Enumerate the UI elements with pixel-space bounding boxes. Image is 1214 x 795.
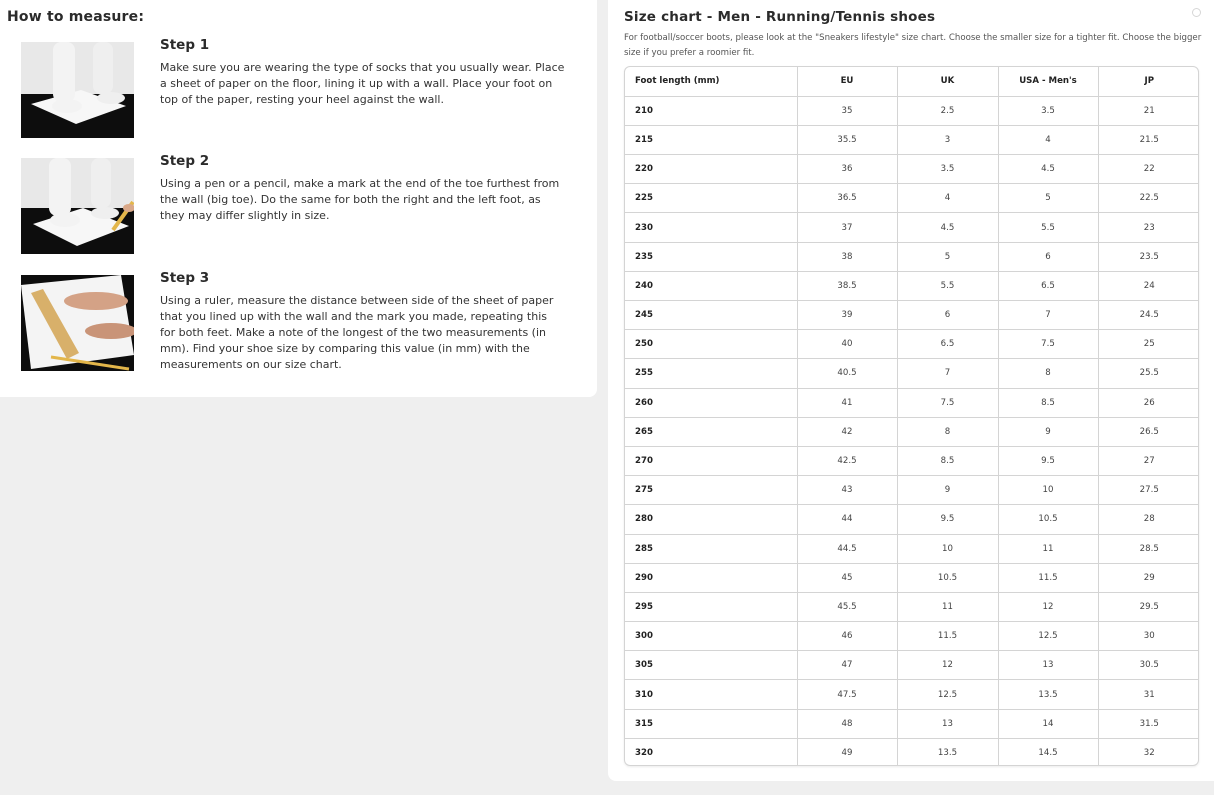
table-cell: 12.5 (897, 680, 998, 709)
table-cell: 26.5 (1098, 417, 1199, 446)
table-cell: 7.5 (897, 388, 998, 417)
size-chart-panel (608, 0, 1214, 781)
table-cell: 9 (897, 476, 998, 505)
table-cell: 21.5 (1098, 125, 1199, 154)
table-cell: 45.5 (797, 592, 897, 621)
table-cell: 4.5 (998, 155, 1098, 184)
size-table (625, 67, 1199, 766)
table-cell: 48 (797, 709, 897, 738)
table-row (625, 301, 1199, 330)
table-cell: 260 (625, 388, 797, 417)
table-row (625, 680, 1199, 709)
table-cell: 290 (625, 563, 797, 592)
step-2-text: Using a pen or a pencil, make a mark at the end of the toe furthest from the wall (big toe). Do the same for both the right and the left foot, as they may differ slightly in size. (160, 177, 560, 222)
close-icon[interactable] (1192, 8, 1201, 17)
step-3-text: Using a ruler, measure the distance between side of the sheet of paper that you lined up with the wall and the mark you made, repeating this for both feet. Make a note of the longest of the two measurements (in mm). Find your shoe size by comparing this value (in mm) with the measurements on our size chart. (160, 294, 554, 371)
table-cell: 36 (797, 155, 897, 184)
table-row (625, 709, 1199, 738)
table-cell: 26 (1098, 388, 1199, 417)
table-cell: 235 (625, 242, 797, 271)
table-cell: 250 (625, 330, 797, 359)
table-cell: 7 (998, 301, 1098, 330)
table-cell: 13 (897, 709, 998, 738)
table-row (625, 534, 1199, 563)
table-cell: 22.5 (1098, 184, 1199, 213)
table-cell: 47 (797, 651, 897, 680)
table-cell: 7 (897, 359, 998, 388)
table-row (625, 242, 1199, 271)
table-cell: 23 (1098, 213, 1199, 242)
size-table-container (624, 66, 1199, 766)
table-cell: 44 (797, 505, 897, 534)
table-cell: 6.5 (998, 271, 1098, 300)
table-row (625, 417, 1199, 446)
table-cell: 4 (998, 125, 1098, 154)
table-cell: 9.5 (998, 446, 1098, 475)
table-cell: 10 (998, 476, 1098, 505)
table-cell: 12 (998, 592, 1098, 621)
table-cell: 225 (625, 184, 797, 213)
table-cell: 310 (625, 680, 797, 709)
table-cell: 13.5 (897, 738, 998, 766)
table-cell: 3.5 (998, 96, 1098, 125)
table-cell: 24.5 (1098, 301, 1199, 330)
table-cell: 47.5 (797, 680, 897, 709)
marking-toe-image (21, 158, 134, 254)
table-cell: 230 (625, 213, 797, 242)
table-cell: 12.5 (998, 622, 1098, 651)
step-1 (21, 37, 571, 138)
table-cell: 25 (1098, 330, 1199, 359)
table-cell: 275 (625, 476, 797, 505)
table-row (625, 271, 1199, 300)
step-2 (21, 153, 571, 254)
table-cell: 6.5 (897, 330, 998, 359)
table-cell: 4 (897, 184, 998, 213)
column-header-eu: EU (797, 67, 897, 96)
table-cell: 14 (998, 709, 1098, 738)
step-3 (21, 270, 571, 371)
table-cell: 8.5 (897, 446, 998, 475)
table-header-row (625, 67, 1199, 96)
table-row (625, 155, 1199, 184)
table-cell: 3 (897, 125, 998, 154)
table-cell: 40.5 (797, 359, 897, 388)
table-cell: 28 (1098, 505, 1199, 534)
table-cell: 30 (1098, 622, 1199, 651)
table-cell: 35.5 (797, 125, 897, 154)
table-cell: 7.5 (998, 330, 1098, 359)
how-to-measure-title: How to measure: (7, 9, 145, 25)
table-row (625, 213, 1199, 242)
table-cell: 5 (998, 184, 1098, 213)
table-row (625, 330, 1199, 359)
table-cell: 5.5 (998, 213, 1098, 242)
table-cell: 270 (625, 446, 797, 475)
table-cell: 245 (625, 301, 797, 330)
table-cell: 9.5 (897, 505, 998, 534)
step-1-text: Make sure you are wearing the type of socks that you usually wear. Place a sheet of paper on the floor, lining it up with a wall. Place your foot on top of the paper, resting your heel against the wall. (160, 61, 565, 106)
column-header-jp: JP (1098, 67, 1199, 96)
table-cell: 42.5 (797, 446, 897, 475)
table-cell: 38.5 (797, 271, 897, 300)
column-header-usa-mens: USA - Men's (998, 67, 1098, 96)
table-cell: 38 (797, 242, 897, 271)
table-row (625, 622, 1199, 651)
table-cell: 305 (625, 651, 797, 680)
table-cell: 36.5 (797, 184, 897, 213)
table-cell: 12 (897, 651, 998, 680)
table-cell: 14.5 (998, 738, 1098, 766)
column-header-foot-length: Foot length (mm) (625, 67, 797, 96)
table-cell: 295 (625, 592, 797, 621)
table-cell: 30.5 (1098, 651, 1199, 680)
table-row (625, 651, 1199, 680)
table-row (625, 125, 1199, 154)
table-row (625, 563, 1199, 592)
step-2-heading: Step 2 (160, 153, 210, 169)
table-cell: 13 (998, 651, 1098, 680)
table-cell: 5 (897, 242, 998, 271)
table-row (625, 96, 1199, 125)
table-cell: 25.5 (1098, 359, 1199, 388)
table-cell: 29 (1098, 563, 1199, 592)
table-cell: 215 (625, 125, 797, 154)
table-cell: 265 (625, 417, 797, 446)
table-row (625, 388, 1199, 417)
table-cell: 8 (897, 417, 998, 446)
size-chart-title: Size chart - Men - Running/Tennis shoes (624, 9, 936, 25)
table-cell: 3.5 (897, 155, 998, 184)
table-cell: 46 (797, 622, 897, 651)
table-cell: 43 (797, 476, 897, 505)
table-cell: 5.5 (897, 271, 998, 300)
table-cell: 6 (998, 242, 1098, 271)
ruler-measuring-image (21, 275, 134, 371)
table-cell: 11 (897, 592, 998, 621)
table-cell: 35 (797, 96, 897, 125)
table-cell: 11 (998, 534, 1098, 563)
table-cell: 42 (797, 417, 897, 446)
table-cell: 9 (998, 417, 1098, 446)
table-cell: 240 (625, 271, 797, 300)
table-row (625, 184, 1199, 213)
table-cell: 41 (797, 388, 897, 417)
table-cell: 45 (797, 563, 897, 592)
table-cell: 10.5 (897, 563, 998, 592)
table-cell: 11.5 (998, 563, 1098, 592)
table-cell: 27.5 (1098, 476, 1199, 505)
size-chart-note: For football/soccer boots, please look at the "Sneakers lifestyle" size chart. Choose the smaller size for a tighter fit. Choose the bigger size if you prefer a roomier fit. (624, 33, 1202, 58)
feet-on-paper-image (21, 42, 134, 138)
table-cell: 29.5 (1098, 592, 1199, 621)
table-cell: 39 (797, 301, 897, 330)
table-cell: 21 (1098, 96, 1199, 125)
table-cell: 22 (1098, 155, 1199, 184)
table-cell: 210 (625, 96, 797, 125)
table-cell: 44.5 (797, 534, 897, 563)
table-cell: 10 (897, 534, 998, 563)
table-cell: 11.5 (897, 622, 998, 651)
table-cell: 13.5 (998, 680, 1098, 709)
table-cell: 37 (797, 213, 897, 242)
table-cell: 28.5 (1098, 534, 1199, 563)
table-cell: 49 (797, 738, 897, 766)
table-cell: 40 (797, 330, 897, 359)
table-cell: 6 (897, 301, 998, 330)
table-row (625, 446, 1199, 475)
table-cell: 220 (625, 155, 797, 184)
table-row (625, 476, 1199, 505)
step-3-heading: Step 3 (160, 270, 210, 286)
table-cell: 27 (1098, 446, 1199, 475)
table-row (625, 738, 1199, 766)
table-cell: 300 (625, 622, 797, 651)
table-cell: 31.5 (1098, 709, 1199, 738)
table-cell: 24 (1098, 271, 1199, 300)
table-row (625, 592, 1199, 621)
table-cell: 4.5 (897, 213, 998, 242)
how-to-measure-panel (0, 0, 597, 397)
table-cell: 315 (625, 709, 797, 738)
table-cell: 31 (1098, 680, 1199, 709)
table-cell: 320 (625, 738, 797, 766)
table-cell: 280 (625, 505, 797, 534)
column-header-uk: UK (897, 67, 998, 96)
step-1-heading: Step 1 (160, 37, 210, 53)
table-cell: 10.5 (998, 505, 1098, 534)
table-cell: 285 (625, 534, 797, 563)
table-row (625, 359, 1199, 388)
table-cell: 32 (1143, 748, 1155, 759)
table-row (625, 505, 1199, 534)
table-cell: 8.5 (998, 388, 1098, 417)
table-cell: 2.5 (897, 96, 998, 125)
table-cell: 255 (625, 359, 797, 388)
table-cell: 8 (998, 359, 1098, 388)
table-cell: 23.5 (1098, 242, 1199, 271)
